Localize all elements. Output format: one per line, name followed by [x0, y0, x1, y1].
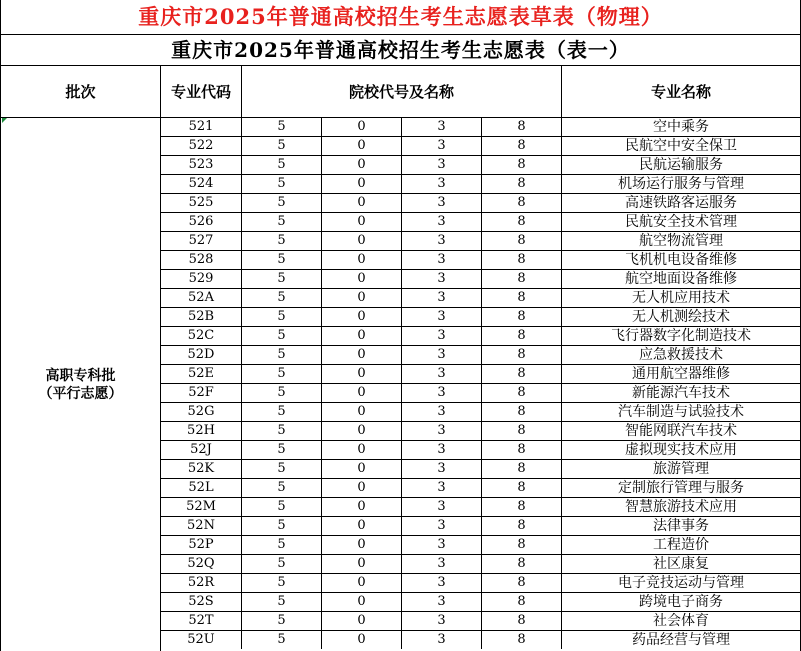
school-code-digit-2: 0: [322, 460, 402, 478]
school-code-digit-2: 0: [322, 327, 402, 345]
school-code-digit-1: 5: [242, 498, 322, 516]
major-name-cell: 汽车制造与试验技术: [618, 404, 744, 420]
school-code-digit-1: 5: [242, 156, 322, 174]
header-major-code: 专业代码: [161, 66, 242, 118]
school-code-digit-3: 3: [402, 327, 482, 345]
school-code-digit-4: 8: [482, 156, 562, 174]
table-row: [161, 194, 800, 213]
major-code-cell: 52J: [161, 441, 242, 459]
school-code-digit-4: 8: [482, 555, 562, 573]
school-code-digit-2: 0: [322, 593, 402, 611]
school-code-digit-4: 8: [482, 365, 562, 383]
school-code-digit-2: 0: [322, 346, 402, 364]
cell-comment-marker-icon: [2, 118, 7, 123]
major-name-cell: 旅游管理: [653, 461, 709, 477]
school-code-digit-1: 5: [242, 555, 322, 573]
school-code-digit-1: 5: [242, 422, 322, 440]
school-code-digit-2: 0: [322, 422, 402, 440]
school-code-digit-2: 0: [322, 289, 402, 307]
form-subtitle: 重庆市2025年普通高校招生考生志愿表（表一）: [1, 35, 800, 66]
school-code-digit-2: 0: [322, 403, 402, 421]
volunteer-rows: [161, 118, 800, 650]
school-code-digit-3: 3: [402, 194, 482, 212]
table-row: [161, 460, 800, 479]
school-code-digit-4: 8: [482, 422, 562, 440]
school-code-digit-3: 3: [402, 555, 482, 573]
major-code-cell: 52E: [161, 365, 242, 383]
school-code-digit-4: 8: [482, 327, 562, 345]
school-code-digit-2: 0: [322, 232, 402, 250]
school-code-digit-3: 3: [402, 460, 482, 478]
batch-type: （平行志愿）: [38, 385, 123, 402]
school-code-digit-2: 0: [322, 270, 402, 288]
major-name-cell: 药品经营与管理: [632, 632, 730, 648]
school-code-digit-4: 8: [482, 631, 562, 649]
school-code-digit-3: 3: [402, 118, 482, 136]
school-code-digit-3: 3: [402, 213, 482, 231]
school-code-digit-4: 8: [482, 384, 562, 402]
school-code-digit-1: 5: [242, 479, 322, 497]
school-code-digit-3: 3: [402, 156, 482, 174]
school-code-digit-2: 0: [322, 365, 402, 383]
school-code-digit-3: 3: [402, 403, 482, 421]
school-code-digit-4: 8: [482, 441, 562, 459]
school-code-digit-3: 3: [402, 479, 482, 497]
major-name-cell: 空中乘务: [653, 119, 709, 135]
major-name-cell: 智慧旅游技术应用: [625, 499, 737, 515]
major-code-cell: 52F: [161, 384, 242, 402]
school-code-digit-1: 5: [242, 536, 322, 554]
school-code-digit-4: 8: [482, 403, 562, 421]
school-code-digit-2: 0: [322, 384, 402, 402]
school-code-digit-2: 0: [322, 517, 402, 535]
table-row: [161, 612, 800, 631]
school-code-digit-4: 8: [482, 346, 562, 364]
school-code-digit-3: 3: [402, 137, 482, 155]
school-code-digit-1: 5: [242, 346, 322, 364]
table-row: [161, 517, 800, 536]
table-row: [161, 289, 800, 308]
table-row: [161, 422, 800, 441]
school-code-digit-4: 8: [482, 574, 562, 592]
table-row: [161, 175, 800, 194]
major-name-cell: 社会体育: [653, 613, 709, 629]
batch-cell: [1, 118, 161, 651]
school-code-digit-1: 5: [242, 213, 322, 231]
school-code-digit-3: 3: [402, 517, 482, 535]
school-code-digit-4: 8: [482, 498, 562, 516]
school-code-digit-4: 8: [482, 270, 562, 288]
major-code-cell: 52L: [161, 479, 242, 497]
table-row: [161, 574, 800, 593]
school-code-digit-1: 5: [242, 137, 322, 155]
school-code-digit-2: 0: [322, 536, 402, 554]
school-code-digit-1: 5: [242, 517, 322, 535]
school-code-digit-1: 5: [242, 175, 322, 193]
school-code-digit-3: 3: [402, 574, 482, 592]
major-code-cell: 522: [161, 137, 242, 155]
school-code-digit-1: 5: [242, 289, 322, 307]
school-code-digit-1: 5: [242, 194, 322, 212]
school-code-digit-3: 3: [402, 346, 482, 364]
school-code-digit-1: 5: [242, 270, 322, 288]
table-row: [161, 137, 800, 156]
school-code-digit-2: 0: [322, 137, 402, 155]
table-row: [161, 308, 800, 327]
school-code-digit-4: 8: [482, 137, 562, 155]
major-name-cell: 民航空中安全保卫: [625, 138, 737, 154]
major-code-cell: 525: [161, 194, 242, 212]
school-code-digit-2: 0: [322, 308, 402, 326]
school-code-digit-1: 5: [242, 403, 322, 421]
school-code-digit-4: 8: [482, 612, 562, 630]
school-code-digit-4: 8: [482, 118, 562, 136]
table-row: [161, 536, 800, 555]
header-major-name: 专业名称: [562, 66, 800, 118]
major-code-cell: 526: [161, 213, 242, 231]
major-code-cell: 52B: [161, 308, 242, 326]
school-code-digit-3: 3: [402, 422, 482, 440]
school-code-digit-2: 0: [322, 194, 402, 212]
major-name-cell: 电子竞技运动与管理: [618, 575, 744, 591]
school-code-digit-3: 3: [402, 498, 482, 516]
table-row: [161, 346, 800, 365]
major-name-cell: 民航安全技术管理: [625, 214, 737, 230]
table-row: [161, 441, 800, 460]
school-code-digit-3: 3: [402, 175, 482, 193]
school-code-digit-1: 5: [242, 384, 322, 402]
major-name-cell: 无人机测绘技术: [632, 309, 730, 325]
major-name-cell: 无人机应用技术: [632, 290, 730, 306]
school-code-digit-2: 0: [322, 441, 402, 459]
major-code-cell: 524: [161, 175, 242, 193]
school-code-digit-4: 8: [482, 593, 562, 611]
table-row: [161, 498, 800, 517]
table-row: [161, 555, 800, 574]
major-code-cell: 52U: [161, 631, 242, 649]
major-code-cell: 521: [161, 118, 242, 136]
major-code-cell: 527: [161, 232, 242, 250]
school-code-digit-4: 8: [482, 460, 562, 478]
school-code-digit-2: 0: [322, 479, 402, 497]
table-row: [161, 251, 800, 270]
table-row: [161, 327, 800, 346]
table-row: [161, 118, 800, 137]
school-code-digit-3: 3: [402, 232, 482, 250]
major-name-cell: 高速铁路客运服务: [625, 195, 737, 211]
major-name-cell: 民航运输服务: [639, 157, 723, 173]
table-row: [161, 156, 800, 175]
major-code-cell: 52Q: [161, 555, 242, 573]
school-code-digit-3: 3: [402, 251, 482, 269]
major-name-cell: 航空物流管理: [639, 233, 723, 249]
major-code-cell: 52D: [161, 346, 242, 364]
school-code-digit-3: 3: [402, 289, 482, 307]
school-code-digit-4: 8: [482, 194, 562, 212]
school-code-digit-4: 8: [482, 536, 562, 554]
school-code-digit-3: 3: [402, 270, 482, 288]
major-code-cell: 529: [161, 270, 242, 288]
major-name-cell: 工程造价: [653, 537, 709, 553]
header-batch: 批次: [1, 66, 161, 118]
school-code-digit-3: 3: [402, 631, 482, 649]
major-code-cell: 52G: [161, 403, 242, 421]
school-code-digit-1: 5: [242, 308, 322, 326]
form-title: 重庆市2025年普通高校招生考生志愿表草表（物理）: [1, 0, 800, 35]
major-code-cell: 52T: [161, 612, 242, 630]
school-code-digit-3: 3: [402, 384, 482, 402]
batch-name: 高职专科批: [45, 367, 116, 384]
major-name-cell: 虚拟现实技术应用: [625, 442, 737, 458]
major-name-cell: 飞机机电设备维修: [625, 252, 737, 268]
major-name-cell: 通用航空器维修: [632, 366, 730, 382]
school-code-digit-1: 5: [242, 612, 322, 630]
school-code-digit-3: 3: [402, 441, 482, 459]
table-row: [161, 384, 800, 403]
major-code-cell: 52M: [161, 498, 242, 516]
school-code-digit-2: 0: [322, 574, 402, 592]
major-code-cell: 52H: [161, 422, 242, 440]
school-code-digit-3: 3: [402, 536, 482, 554]
school-code-digit-1: 5: [242, 365, 322, 383]
header-school: 院校代号及名称: [242, 66, 562, 118]
school-code-digit-4: 8: [482, 251, 562, 269]
major-name-cell: 定制旅行管理与服务: [618, 480, 744, 496]
major-code-cell: 52K: [161, 460, 242, 478]
school-code-digit-2: 0: [322, 555, 402, 573]
major-code-cell: 52P: [161, 536, 242, 554]
school-code-digit-2: 0: [322, 156, 402, 174]
school-code-digit-2: 0: [322, 612, 402, 630]
school-code-digit-4: 8: [482, 308, 562, 326]
school-code-digit-2: 0: [322, 251, 402, 269]
major-name-cell: 应急救援技术: [639, 347, 723, 363]
table-row: [161, 213, 800, 232]
table-row: [161, 232, 800, 251]
school-code-digit-2: 0: [322, 213, 402, 231]
school-code-digit-4: 8: [482, 479, 562, 497]
school-code-digit-3: 3: [402, 593, 482, 611]
school-code-digit-2: 0: [322, 498, 402, 516]
table-row: [161, 479, 800, 498]
major-name-cell: 智能网联汽车技术: [625, 423, 737, 439]
major-code-cell: 523: [161, 156, 242, 174]
school-code-digit-1: 5: [242, 232, 322, 250]
school-code-digit-3: 3: [402, 365, 482, 383]
school-code-digit-3: 3: [402, 612, 482, 630]
major-code-cell: 52N: [161, 517, 242, 535]
major-name-cell: 社区康复: [653, 556, 709, 572]
major-code-cell: 52C: [161, 327, 242, 345]
major-code-cell: 52A: [161, 289, 242, 307]
major-name-cell: 法律事务: [653, 518, 709, 534]
table-row: [161, 270, 800, 289]
school-code-digit-4: 8: [482, 213, 562, 231]
school-code-digit-1: 5: [242, 631, 322, 649]
school-code-digit-4: 8: [482, 232, 562, 250]
major-code-cell: 528: [161, 251, 242, 269]
major-name-cell: 飞行器数字化制造技术: [611, 328, 751, 344]
school-code-digit-4: 8: [482, 289, 562, 307]
school-code-digit-1: 5: [242, 251, 322, 269]
school-code-digit-4: 8: [482, 175, 562, 193]
table-row: [161, 631, 800, 650]
major-code-cell: 52S: [161, 593, 242, 611]
school-code-digit-1: 5: [242, 460, 322, 478]
school-code-digit-1: 5: [242, 574, 322, 592]
school-code-digit-1: 5: [242, 118, 322, 136]
major-name-cell: 航空地面设备维修: [625, 271, 737, 287]
school-code-digit-2: 0: [322, 118, 402, 136]
school-code-digit-2: 0: [322, 175, 402, 193]
table-row: [161, 365, 800, 384]
table-row: [161, 593, 800, 612]
school-code-digit-1: 5: [242, 593, 322, 611]
school-code-digit-1: 5: [242, 327, 322, 345]
school-code-digit-3: 3: [402, 308, 482, 326]
major-name-cell: 机场运行服务与管理: [618, 176, 744, 192]
major-code-cell: 52R: [161, 574, 242, 592]
school-code-digit-2: 0: [322, 631, 402, 649]
major-name-cell: 新能源汽车技术: [632, 385, 730, 401]
school-code-digit-1: 5: [242, 441, 322, 459]
table-row: [161, 403, 800, 422]
school-code-digit-4: 8: [482, 517, 562, 535]
major-name-cell: 跨境电子商务: [639, 594, 723, 610]
